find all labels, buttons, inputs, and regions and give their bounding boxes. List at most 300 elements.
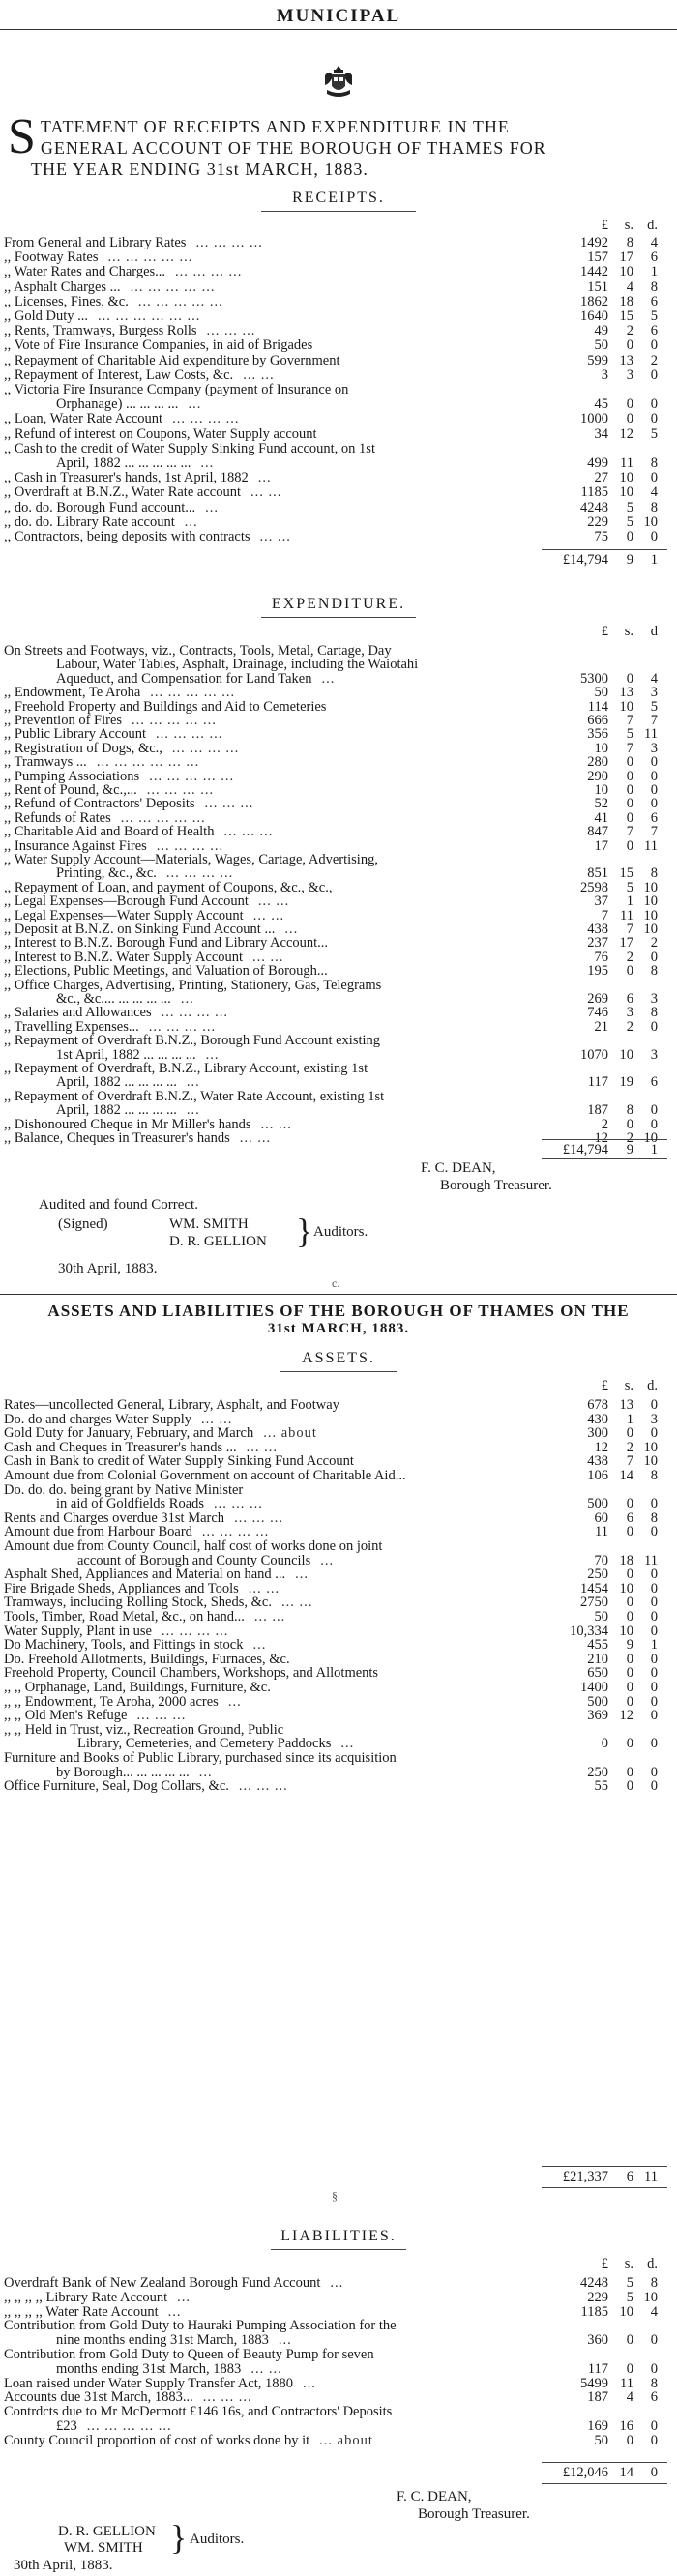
shillings-cell: 11 (620, 455, 633, 471)
pounds-cell: 229 (587, 2289, 608, 2305)
shillings-cell: 0 (626, 796, 633, 812)
leader-dots: ... ... (259, 529, 291, 544)
auditor-name: WM. SMITH (64, 2540, 143, 2556)
audit-date: 30th April, 1883. (14, 2558, 113, 2573)
pence-cell: 4 (650, 2303, 658, 2320)
leader-dots: ... ... ... (204, 796, 254, 812)
description-text: Contribution from Gold Duty to Queen of Beauty Pump for seven (4, 2347, 374, 2362)
description-text: Do. do. do. being grant by Native Minister (4, 1481, 244, 1498)
leader-dots: ... ... ... ... (165, 865, 234, 882)
description-text: Amount due from County Council, half cost of works done on joint (4, 1538, 383, 1554)
shillings-cell: 0 (626, 1651, 633, 1667)
pence-cell: 8 (650, 278, 658, 295)
pounds-cell: 50 (594, 2432, 608, 2448)
title-line-1: TATEMENT OF RECEIPTS AND EXPENDITURE IN THE (40, 117, 510, 136)
description-text: Do Machinery, Tools, and Fittings in stock (4, 1637, 244, 1654)
ledger-description (4, 485, 281, 500)
shillings-cell: 10 (619, 2303, 633, 2320)
shillings-cell: 2 (626, 949, 633, 965)
shillings-cell: 10 (619, 1046, 633, 1063)
leader-dots: ... (278, 2332, 292, 2349)
liabilities-heading: LIABILITIES. (280, 2228, 397, 2244)
pounds-cell: 10,334 (570, 1623, 608, 1639)
description-text: ,, Footway Rates (4, 249, 99, 266)
leader-dots: ... ... ... (202, 2389, 252, 2406)
description-text: Labour, Water Tables, Asphalt, Drainage, including the Waiotahi (56, 657, 419, 673)
shillings-cell: 12 (619, 1708, 633, 1724)
pence-cell: 0 (650, 2432, 658, 2448)
shillings-cell: 5 (626, 499, 633, 515)
pounds-cell: 360 (587, 2332, 608, 2349)
leader-dots: ... ... ... ... (175, 264, 243, 280)
description-text: Loan raised under Water Supply Transfer Act, 1880 (4, 2375, 293, 2391)
pounds-cell: 438 (587, 1453, 608, 1470)
total-pounds: £12,046 (562, 2465, 608, 2480)
shillings-cell: 15 (619, 308, 633, 324)
description-text: Fire Brigade Sheds, Appliances and Tools (4, 1580, 239, 1596)
shillings-cell: 6 (626, 991, 633, 1007)
pounds-cell: 10 (594, 740, 608, 756)
leader-dots: ... ... (260, 1116, 292, 1132)
pence-cell: 10 (643, 1453, 658, 1470)
leader-dots: ... ... ... ... (155, 726, 223, 743)
leader-dots: ... (284, 922, 299, 937)
leader-dots: ... ... ... ... ... (107, 249, 193, 266)
pence-cell: 0 (650, 1116, 658, 1132)
brace-icon: } (296, 1212, 313, 1250)
pence-cell: 0 (650, 1609, 658, 1625)
pence-cell: 3 (650, 1411, 658, 1427)
shillings-cell: 18 (619, 293, 633, 309)
description-text: ,, Freehold Property and Buildings and Aid to Cemeteries (4, 698, 327, 715)
description-text: Tools, Timber, Road Metal, &c., on hand... (4, 1609, 245, 1625)
pence-cell: 0 (650, 1693, 658, 1710)
description-text: Amount due from Harbour Board (4, 1524, 192, 1540)
description-text: ,, Repayment of Charitable Aid expenditure by Government (4, 352, 340, 368)
description-text: ,, Rent of Pound, &c.,... (4, 782, 137, 798)
pounds-cell: 746 (587, 1005, 608, 1021)
shillings-cell: 17 (619, 935, 633, 951)
pence-cell: 0 (650, 396, 658, 413)
description-text: ,, Asphalt Charges ... (4, 278, 121, 295)
description-text: by Borough... ... ... ... ... (56, 1764, 190, 1780)
shillings-cell: 0 (626, 837, 633, 854)
pounds-cell: 50 (594, 1609, 608, 1625)
pounds-cell: 4248 (580, 499, 608, 515)
shillings-cell: 13 (619, 1397, 633, 1413)
description-text: ,, Rents, Tramways, Burgess Rolls (4, 323, 197, 339)
shillings-cell: 0 (626, 670, 633, 687)
total-rule (542, 1139, 667, 1140)
pounds-cell: 500 (587, 1496, 608, 1512)
leader-dots: ... ... ... ... ... (137, 293, 223, 309)
leader-dots: ... ... ... ... ... (130, 278, 216, 295)
pence-cell: 8 (650, 865, 658, 882)
column-label: d. (647, 218, 658, 233)
pence-cell: 0 (650, 1736, 658, 1752)
shillings-cell: 7 (626, 1453, 633, 1470)
description-text: ,, do. do. Borough Fund account... (4, 499, 196, 515)
description-text: ,, Charitable Aid and Board of Health (4, 824, 215, 840)
pounds-cell: 55 (594, 1778, 608, 1795)
pence-cell: 3 (650, 1046, 658, 1063)
description-text: ,, Public Library Account (4, 726, 146, 743)
leader-dots: ... (177, 2289, 191, 2305)
assets-liabilities-title: ASSETS AND LIABILITIES OF THE BOROUGH OF THAMES ON THE (47, 1302, 630, 1320)
pounds-cell: 851 (587, 865, 608, 882)
pounds-cell: 599 (587, 352, 608, 368)
pence-cell: 10 (643, 907, 658, 923)
description-text: ,, Cash in Treasurer's hands, 1st April, 1882 (4, 470, 249, 486)
ledger-description (4, 471, 272, 485)
auditors-label: Auditors. (190, 2532, 245, 2547)
pounds-cell: 195 (587, 963, 608, 980)
ledger-description (4, 236, 263, 250)
shillings-cell: 18 (619, 1552, 633, 1568)
section-rule (0, 1294, 677, 1295)
pence-cell: 0 (650, 1623, 658, 1639)
total-pence: 1 (650, 552, 658, 568)
leader-dots: ... (186, 1074, 200, 1091)
total-rule (542, 549, 667, 550)
description-text: Amount due from Colonial Government on account of Charitable Aid... (4, 1468, 406, 1483)
leader-dots: ... ... ... ... (146, 782, 215, 798)
column-label: d. (647, 1378, 658, 1393)
description-text: ,, Vote of Fire Insurance Companies, in aid of Brigades (4, 337, 313, 354)
description-text: ,, Licenses, Fines, &c. (4, 293, 129, 309)
leader-dots: ... ... ... (223, 824, 274, 840)
pounds-cell: 250 (587, 1566, 608, 1583)
total-pounds: £21,337 (562, 2169, 608, 2184)
shillings-cell: 0 (626, 809, 633, 826)
pence-cell: 0 (650, 2332, 658, 2349)
shillings-cell: 0 (626, 1736, 633, 1752)
ledger-description (4, 2319, 406, 2333)
leader-dots: ... ... ... ... (161, 1005, 228, 1021)
title-line-3: THE YEAR ENDING 31st MARCH, 1883. (31, 160, 368, 179)
pounds-cell: 2 (601, 1116, 608, 1132)
shillings-cell: 0 (626, 1116, 633, 1132)
ledger-description (56, 456, 214, 471)
pence-cell: 0 (650, 949, 658, 965)
shillings-cell: 0 (626, 2332, 633, 2349)
description-text: ,, ,, Orphanage, Land, Buildings, Furniture, &c. (4, 1680, 271, 1695)
total-rule (542, 2166, 667, 2167)
ledger-description (4, 2291, 191, 2305)
shillings-cell: 16 (619, 2418, 633, 2434)
ledger-description (4, 265, 242, 279)
description-text: ,, Refund of interest on Coupons, Water Supply account (4, 425, 317, 442)
shillings-cell: 0 (626, 396, 633, 413)
ledger-description (4, 368, 275, 383)
pence-cell: 0 (650, 1524, 658, 1540)
shillings-cell: 12 (619, 425, 633, 442)
leader-dots: ... about (263, 1425, 317, 1442)
description-text: £23 (56, 2418, 77, 2434)
description-text: Asphalt Shed, Appliances and Material on hand ... (4, 1566, 286, 1583)
pounds-cell: 678 (587, 1397, 608, 1413)
description-text: ,, Deposit at B.N.Z. on Sinking Fund Account ... (4, 922, 276, 937)
pounds-cell: 237 (587, 935, 608, 951)
pounds-cell: 12 (594, 1439, 608, 1455)
pence-cell: 0 (650, 1665, 658, 1682)
pence-cell: 0 (650, 1018, 658, 1035)
pounds-cell: 1070 (580, 1046, 608, 1063)
pence-cell: 10 (643, 1130, 658, 1146)
pence-cell: 0 (650, 1595, 658, 1611)
pence-cell: 1 (650, 264, 658, 280)
ledger-description (4, 427, 327, 442)
pence-cell: 8 (650, 1509, 658, 1526)
description-text: ,, Repayment of Overdraft, B.N.Z., Library Account, existing 1st (4, 1061, 368, 1076)
column-label: £ (601, 218, 608, 233)
description-text: From General and Library Rates (4, 235, 187, 250)
leader-dots: ... ... ... (206, 323, 256, 339)
description-text: ,, Tramways ... (4, 754, 87, 771)
pence-cell: 0 (650, 1102, 658, 1119)
leader-dots: ... ... ... ... ... (132, 713, 217, 728)
description-text: County Council proportion of cost of works done by it (4, 2432, 310, 2448)
divider (280, 1371, 397, 1372)
pence-cell: 11 (644, 726, 658, 743)
pence-cell: 0 (650, 1651, 658, 1667)
leader-dots: ... (303, 2375, 316, 2391)
shillings-cell: 3 (626, 366, 633, 383)
total-rule (542, 2483, 667, 2484)
description-text: ,, Water Rates and Charges... (4, 264, 166, 280)
auditors-label: Auditors. (313, 1224, 368, 1240)
pence-cell: 0 (650, 411, 658, 427)
leader-dots: ... ... ... (234, 1509, 283, 1526)
pounds-cell: 1454 (580, 1580, 608, 1596)
pence-cell: 5 (650, 308, 658, 324)
pounds-cell: 1400 (580, 1680, 608, 1695)
pence-cell: 0 (650, 1708, 658, 1724)
leader-dots: ... ... ... ... ... ... (98, 308, 201, 324)
pence-cell: 6 (650, 249, 658, 266)
shillings-cell: 13 (619, 685, 633, 701)
leader-dots: ... ... (280, 1595, 313, 1611)
column-label: s. (624, 1378, 633, 1393)
shillings-cell: 0 (626, 411, 633, 427)
shillings-cell: 4 (626, 278, 633, 295)
pounds-cell: 49 (594, 323, 608, 339)
description-text: ,, Registration of Dogs, &c., (4, 740, 162, 756)
description-text: Rates—uncollected General, Library, Asphalt, and Footway (4, 1397, 339, 1413)
pounds-cell: 300 (587, 1425, 608, 1442)
description-text: ,, Repayment of Loan, and payment of Coupons, &c., &c., (4, 879, 333, 895)
pounds-cell: 114 (587, 698, 608, 715)
description-text: ,, Repayment of Interest, Law Costs, &c. (4, 366, 234, 383)
leader-dots: ... ... ... ... (148, 1018, 217, 1035)
ledger-description (4, 280, 215, 295)
description-text: Aqueduct, and Compensation for Land Taken (56, 670, 312, 687)
pounds-cell: 37 (594, 893, 608, 910)
ledger-description (56, 397, 201, 412)
description-text: ,, Salaries and Allowances (4, 1005, 152, 1021)
pence-cell: 0 (650, 470, 658, 486)
pence-cell: 7 (650, 824, 658, 840)
pence-cell: 6 (650, 2389, 658, 2406)
pence-cell: 0 (650, 796, 658, 812)
column-label: s. (624, 218, 633, 233)
pence-cell: 3 (650, 991, 658, 1007)
pence-cell: 7 (650, 713, 658, 728)
shillings-cell: 7 (626, 713, 633, 728)
leader-dots: ... (320, 1552, 335, 1568)
description-text: April, 1882 ... ... ... ... ... (56, 455, 191, 471)
dropcap: S (8, 109, 37, 164)
description-text: ,, Dishonoured Cheque in Mr Miller's hands (4, 1116, 251, 1132)
shillings-cell: 2 (626, 1018, 633, 1035)
leader-dots: ... ... ... ... (195, 235, 263, 250)
description-text: ,, do. do. Library Rate account (4, 513, 175, 530)
receipts-heading: RECEIPTS. (292, 190, 385, 206)
pounds-cell: 34 (594, 425, 608, 442)
pounds-cell: 5300 (580, 670, 608, 687)
pence-cell: 6 (650, 323, 658, 339)
shillings-cell: 3 (626, 1005, 633, 1021)
pounds-cell: 21 (594, 1018, 608, 1035)
pounds-cell: 50 (594, 685, 608, 701)
description-text: ,, Loan, Water Rate Account (4, 411, 163, 427)
pounds-cell: 187 (587, 2389, 608, 2406)
auditor-name: D. R. GELLION (58, 2524, 156, 2539)
shillings-cell: 2 (626, 1130, 633, 1146)
shillings-cell: 0 (626, 1496, 633, 1512)
pence-cell: 3 (650, 685, 658, 701)
pence-cell: 2 (650, 352, 658, 368)
pence-cell: 0 (650, 2418, 658, 2434)
pounds-cell: 10 (594, 782, 608, 798)
pounds-cell: 76 (594, 949, 608, 965)
description-text: ,, Water Supply Account—Materials, Wages, Cartage, Advertising, (4, 852, 378, 867)
pounds-cell: 2598 (580, 879, 608, 895)
divider (271, 2249, 406, 2250)
description-text: ,, Legal Expenses—Water Supply Account (4, 907, 244, 923)
expenditure-heading: EXPENDITURE. (271, 596, 406, 612)
description-text: ,, Gold Duty ... (4, 308, 88, 324)
shillings-cell: 2 (626, 323, 633, 339)
description-text: Overdraft Bank of New Zealand Borough Fund Account (4, 2275, 321, 2291)
pounds-cell: 70 (594, 1552, 608, 1568)
leader-dots: ... ... ... ... ... (149, 768, 235, 784)
pounds-cell: 356 (587, 726, 608, 743)
shillings-cell: 5 (626, 2289, 633, 2305)
pounds-cell: 117 (587, 1074, 608, 1091)
pence-cell: 11 (644, 1552, 658, 1568)
shillings-cell: 10 (619, 470, 633, 486)
leader-dots: ... ... ... (214, 1496, 263, 1512)
pounds-cell: 650 (587, 1665, 608, 1682)
leader-dots: ... (227, 1693, 242, 1710)
shillings-cell: 5 (626, 879, 633, 895)
pence-cell: 4 (650, 235, 658, 250)
shillings-cell: 9 (626, 1637, 633, 1654)
pence-cell: 0 (650, 1778, 658, 1795)
description-text: months ending 31st March, 1883 (56, 2360, 242, 2377)
shillings-cell: 0 (626, 768, 633, 784)
description-text: ,, Victoria Fire Insurance Company (payment of Insurance on (4, 382, 349, 397)
pounds-cell: 7 (601, 907, 608, 923)
description-text: ,, Interest to B.N.Z. Borough Fund and Library Account... (4, 935, 329, 951)
pence-cell: 8 (650, 2275, 658, 2291)
pounds-cell: 169 (587, 2418, 608, 2434)
shillings-cell: 0 (626, 1778, 633, 1795)
leader-dots: ... ... ... ... ... (150, 685, 236, 701)
shillings-cell: 10 (619, 484, 633, 501)
pence-cell: 8 (650, 1005, 658, 1021)
pence-cell: 11 (644, 837, 658, 854)
pence-cell: 0 (650, 1496, 658, 1512)
pounds-cell: 3 (601, 366, 608, 383)
column-label: d. (647, 2256, 658, 2271)
description-text: ,, Pumping Associations (4, 768, 140, 784)
description-text: Water Supply, Plant in use (4, 1623, 152, 1639)
pounds-cell: 41 (594, 809, 608, 826)
leader-dots: ... ... (243, 366, 275, 383)
leader-dots: ... ... (253, 1609, 286, 1625)
shillings-cell: 0 (626, 1566, 633, 1583)
pounds-cell: 0 (601, 1736, 608, 1752)
pence-cell: 8 (650, 2375, 658, 2391)
description-text: in aid of Goldfields Roads (56, 1496, 205, 1512)
ledger-description (4, 515, 198, 530)
description-text: Library, Cemeteries, and Cemetery Paddocks (77, 1736, 332, 1752)
shillings-cell: 5 (626, 726, 633, 743)
shillings-cell: 11 (620, 907, 633, 923)
signed-label: (Signed) (58, 1216, 108, 1232)
description-text: Cash and Cheques in Treasurer's hands ... (4, 1439, 237, 1455)
ledger-description (4, 2390, 252, 2405)
ledger-description (4, 1779, 288, 1794)
description-text: ,, ,, ,, ,, Library Rate Account (4, 2289, 168, 2305)
shillings-cell: 8 (626, 235, 633, 250)
shillings-cell: 13 (619, 352, 633, 368)
description-text: ,, Office Charges, Advertising, Printing, Stationery, Gas, Telegrams (4, 977, 382, 993)
pence-cell: 0 (650, 1764, 658, 1780)
treasurer-name: F. C. DEAN, (421, 1160, 496, 1176)
pence-cell: 0 (650, 768, 658, 784)
shillings-cell: 0 (626, 1680, 633, 1695)
divider (261, 211, 416, 212)
shillings-cell: 5 (626, 513, 633, 530)
column-label: £ (601, 1378, 608, 1393)
ledger-description (4, 354, 350, 368)
description-text: ,, Elections, Public Meetings, and Valuation of Borough... (4, 963, 328, 980)
total-rule (542, 2187, 667, 2188)
pounds-cell: 11 (595, 1524, 608, 1540)
description-text: 1st April, 1882 ... ... ... ... (56, 1046, 196, 1063)
pence-cell: 8 (650, 499, 658, 515)
auditor-name: WM. SMITH (169, 1216, 249, 1232)
description-text: Do. do and charges Water Supply (4, 1411, 192, 1427)
description-text: ,, Interest to B.N.Z. Water Supply Account (4, 949, 244, 965)
pence-cell: 0 (650, 1580, 658, 1596)
pounds-cell: 117 (587, 2360, 608, 2377)
leader-dots: ... (257, 470, 272, 486)
shillings-cell: 8 (626, 1102, 633, 1119)
pence-cell: 6 (650, 1074, 658, 1091)
description-text: ,, Overdraft at B.N.Z., Water Rate account (4, 484, 241, 501)
shillings-cell: 1 (626, 1411, 633, 1427)
pounds-cell: 269 (587, 991, 608, 1007)
ledger-description (4, 324, 255, 338)
description-text: ,, ,, Endowment, Te Aroha, 2000 acres (4, 1693, 219, 1710)
leader-dots: ... ... (201, 1411, 233, 1427)
column-label: d (650, 624, 658, 639)
pounds-cell: 438 (587, 922, 608, 937)
